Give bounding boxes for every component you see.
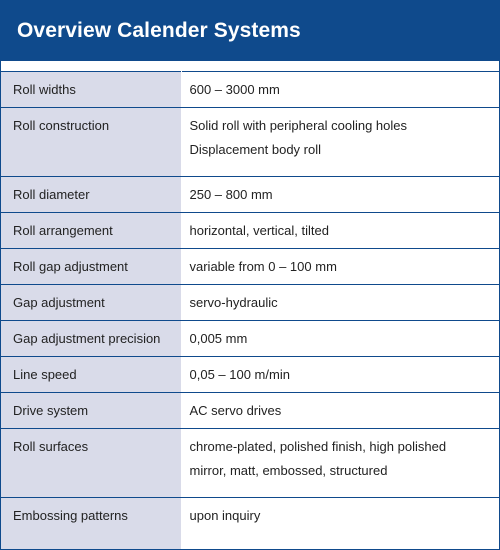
row-value-gap-adjustment: servo-hydraulic [181,285,499,321]
row-label-embossing-patterns: Embossing patterns [1,498,181,550]
title-bar [1,1,499,61]
table-row [1,357,499,393]
table-row [1,72,499,108]
row-value-roll-widths: 600 – 3000 mm [181,72,499,108]
row-value-embossing-patterns: upon inquiry [181,498,499,550]
row-label-roll-diameter: Roll diameter [1,177,181,213]
row-label-drive-system: Drive system [1,393,181,429]
table-row [1,108,499,177]
row-value-roll-diameter: 250 – 800 mm [181,177,499,213]
row-value-gap-adjustment-precision: 0,005 mm [181,321,499,357]
header-gap [1,61,499,71]
table-row [1,393,499,429]
row-label-roll-widths: Roll widths [1,72,181,108]
row-label-roll-surfaces: Roll surfaces [1,429,181,498]
table-row [1,285,499,321]
row-value-line-speed: 0,05 – 100 m/min [181,357,499,393]
table-row [1,429,499,498]
row-label-gap-adjustment-precision: Gap adjustment precision [1,321,181,357]
row-label-line-speed: Line speed [1,357,181,393]
table-row [1,249,499,285]
table-row [1,213,499,249]
row-value-roll-gap-adjustment: variable from 0 – 100 mm [181,249,499,285]
table-row [1,498,499,550]
row-label-roll-construction: Roll construction [1,108,181,177]
page-title: Overview Calender Systems [17,19,301,42]
row-value-drive-system: AC servo drives [181,393,499,429]
row-value-roll-construction: Solid roll with peripheral cooling holes Displacement body roll [181,108,499,177]
table-row [1,321,499,357]
row-value-roll-arrangement: horizontal, vertical, tilted [181,213,499,249]
row-label-gap-adjustment: Gap adjustment [1,285,181,321]
table-row [1,177,499,213]
row-label-roll-arrangement: Roll arrangement [1,213,181,249]
row-label-roll-gap-adjustment: Roll gap adjustment [1,249,181,285]
row-value-roll-surfaces: chrome-plated, polished finish, high polished mirror, matt, embossed, structured [181,429,499,498]
spec-table [1,71,499,550]
